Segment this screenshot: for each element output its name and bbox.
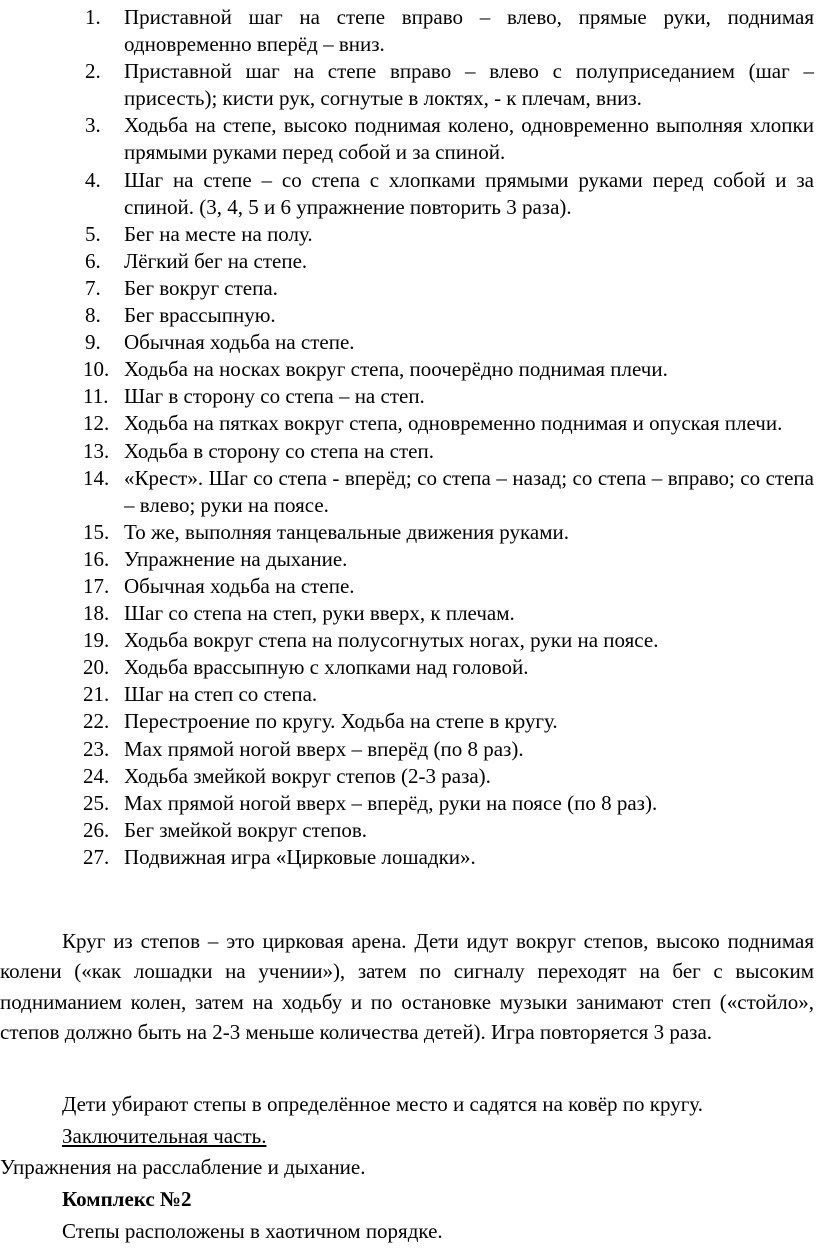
exercise-number: 9.: [85, 330, 101, 355]
complex-heading: Комплекс №2: [62, 1187, 192, 1211]
exercise-number: 3.: [85, 113, 101, 138]
exercise-text: Ходьба змейкой вокруг степов (2-3 раза).: [124, 763, 491, 788]
exercise-text: То же, выполняя танцевальные движения руками.: [124, 519, 569, 544]
exercise-number: 11.: [83, 384, 109, 409]
exercise-item: [0, 546, 816, 573]
exercise-number: 1.: [85, 5, 101, 29]
exercise-text: Приставной шаг на степе вправо – влево, прямые руки, поднимая одновременно вперёд – вниз.: [124, 5, 814, 57]
exercise-text: Ходьба на степе, высоко поднимая колено, одновременно выполняя хлопки прямыми руками перед собой и за спиной.: [124, 113, 814, 165]
complex-intro: Степы расположены в хаотичном порядке.: [62, 1219, 443, 1243]
exercise-number: 15.: [83, 519, 110, 544]
exercise-text: Бег врассыпную.: [124, 303, 276, 328]
exercise-number: 21.: [83, 682, 110, 707]
cleanup-text: Дети убирают степы в определённое место и садятся на ковёр по кругу.: [62, 1092, 703, 1116]
exercise-item: [0, 438, 816, 465]
exercise-item: [0, 58, 816, 112]
exercise-number: 7.: [85, 275, 101, 300]
exercise-number: 27.: [83, 844, 110, 869]
exercise-text: Шаг на степ со степа.: [124, 682, 318, 707]
exercise-item: [0, 708, 816, 735]
exercise-text: «Крест». Шаг со степа - вперёд; со степа – назад; со степа – вправо; со степа – влево; руки на поясе.: [124, 465, 814, 517]
exercise-item: [0, 790, 816, 817]
exercise-text: Обычная ходьба на степе.: [124, 330, 355, 355]
exercise-number: 5.: [85, 221, 101, 246]
exercise-number: 14.: [83, 465, 110, 490]
exercise-item: [0, 736, 816, 763]
exercise-text: Мах прямой ногой вверх – вперёд (по 8 раз).: [124, 736, 524, 761]
exercise-text: Обычная ходьба на степе.: [124, 573, 355, 598]
exercise-item: [0, 573, 816, 600]
exercise-item: [0, 844, 816, 871]
exercise-text: Шаг на степе – со степа с хлопками прямыми руками перед собой и за спиной. (3, 4, 5 и 6 упражнение повторить 3 раза).: [124, 167, 814, 219]
exercise-number: 13.: [83, 438, 110, 463]
exercise-item: [0, 302, 816, 329]
exercise-number: 23.: [83, 736, 110, 761]
exercise-text: Бег на месте на полу.: [124, 221, 313, 246]
exercise-text: Ходьба на пятках вокруг степа, одновременно поднимая и опуская плечи.: [124, 411, 783, 436]
exercise-number: 26.: [83, 817, 110, 842]
exercise-item: [0, 248, 816, 275]
exercise-item: [0, 112, 816, 166]
exercise-item: [0, 519, 816, 546]
exercise-text: Ходьба вокруг степа на полусогнутых ногах, руки на поясе.: [124, 628, 659, 653]
exercise-item: [0, 627, 816, 654]
exercise-number: 25.: [83, 790, 110, 815]
exercise-item: [0, 383, 816, 410]
exercise-number: 4.: [85, 167, 101, 192]
exercise-number: 20.: [83, 655, 110, 680]
exercise-number: 22.: [83, 709, 110, 734]
exercise-text: Ходьба на носках вокруг степа, поочерёдно поднимая плечи.: [124, 357, 668, 382]
exercise-item: [0, 167, 816, 221]
exercise-number: 12.: [83, 411, 110, 436]
exercise-item: [0, 329, 816, 356]
exercise-number: 8.: [85, 303, 101, 328]
exercise-item: [0, 763, 816, 790]
exercise-item: [0, 410, 816, 437]
exercise-text: Бег змейкой вокруг степов.: [124, 817, 367, 842]
exercise-text: Шаг в сторону со степа – на степ.: [124, 384, 425, 409]
exercise-text: Подвижная игра «Цирковые лошадки».: [124, 844, 476, 869]
exercise-item: [0, 600, 816, 627]
exercise-item: [0, 654, 816, 681]
final-part-heading: Заключительная часть.: [62, 1124, 267, 1148]
exercise-text: Бег вокруг степа.: [124, 275, 278, 300]
exercise-number: 24.: [83, 763, 110, 788]
exercise-text: Упражнение на дыхание.: [124, 546, 348, 571]
game-description: Круг из степов – это цирковая арена. Дети идут вокруг степов, высоко поднимая колени («как лошадки на учении»), затем по сигналу переходят на бег с высоким подниманием колен, затем на ходьбу и по остановке музыки занимают степ («стойло», степов должно быть на 2-3 меньше количества детей). Игра повторяется 3 раза.: [0, 929, 814, 1044]
exercise-text: Ходьба врассыпную с хлопками над головой.: [124, 655, 529, 680]
exercise-number: 19.: [83, 628, 110, 653]
final-part-text: Упражнения на расслабление и дыхание.: [0, 1155, 366, 1179]
exercise-item: [0, 221, 816, 248]
exercise-number: 17.: [83, 573, 110, 598]
exercise-text: Перестроение по кругу. Ходьба на степе в кругу.: [124, 709, 558, 734]
exercise-text: Шаг со степа на степ, руки вверх, к плечам.: [124, 601, 515, 626]
exercise-number: 18.: [83, 601, 110, 626]
exercise-number: 6.: [85, 248, 101, 273]
exercise-text: Лёгкий бег на степе.: [124, 248, 308, 273]
exercise-number: 10.: [83, 357, 110, 382]
exercise-item: [0, 356, 816, 383]
exercise-text: Мах прямой ногой вверх – вперёд, руки на поясе (по 8 раз).: [124, 790, 658, 815]
exercise-item: [0, 465, 816, 519]
exercise-number: 2.: [85, 59, 101, 84]
exercise-text: Ходьба в сторону со степа на степ.: [124, 438, 434, 463]
exercise-item: [0, 275, 816, 302]
exercise-list: [0, 4, 816, 871]
exercise-text: Приставной шаг на степе вправо – влево с полуприседанием (шаг – присесть); кисти рук, согнутые в локтях, - к плечам, вниз.: [124, 59, 814, 111]
exercise-item: [0, 4, 816, 58]
exercise-number: 16.: [83, 546, 110, 571]
exercise-item: [0, 681, 816, 708]
exercise-item: [0, 817, 816, 844]
